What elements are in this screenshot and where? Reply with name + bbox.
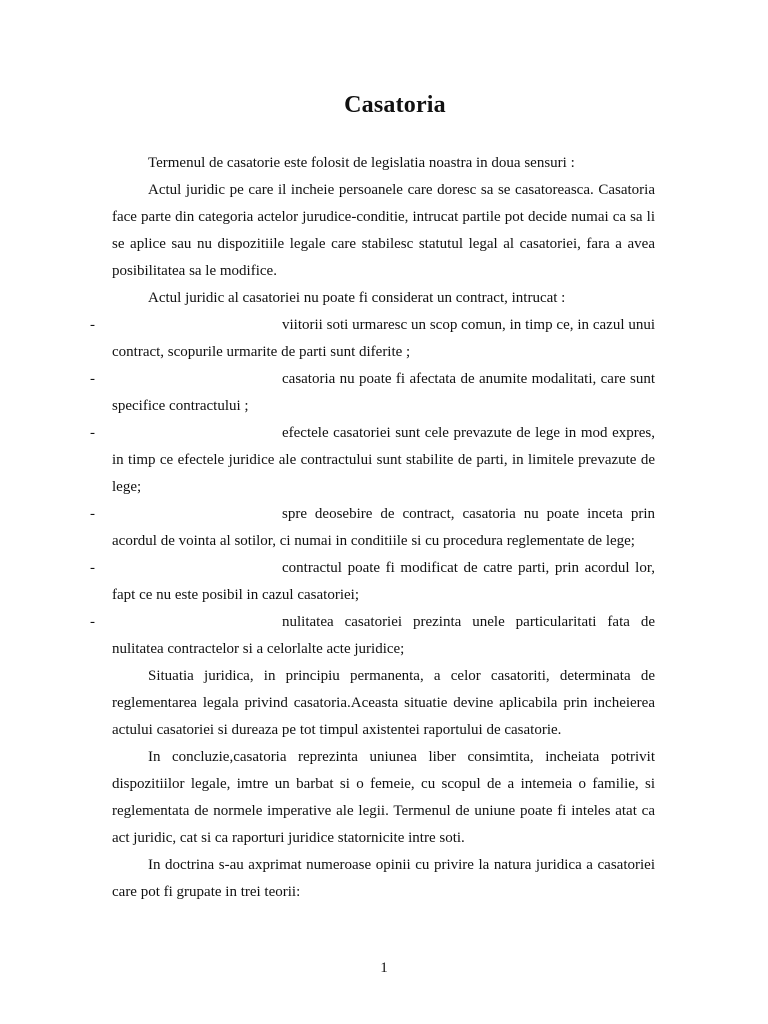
bullet-dash: - bbox=[90, 614, 95, 630]
paragraph: Situatia juridica, in principiu permanenta, a celor casatoriti, determinata de reglementarea legala privind casatoria.Aceasta situatie devine aplicabila prin incheierea actului casatoriei si dureaza pe tot timpul axistentei raportului de casatorie. bbox=[112, 668, 655, 738]
list-item-text: efectele casatoriei sunt cele prevazute de lege in mod expres, in timp ce efectele juridice ale contractului sunt stabilite de parti, in limitele prevazute de lege; bbox=[112, 425, 655, 495]
paragraph: Termenul de casatorie este folosit de legislatia noastra in doua sensuri : bbox=[148, 155, 575, 171]
list-item bbox=[90, 555, 655, 609]
list-item bbox=[90, 312, 655, 366]
document-body bbox=[90, 150, 655, 906]
list-item-text: viitorii soti urmaresc un scop comun, in timp ce, in cazul unui contract, scopurile urmarite de parti sunt diferite ; bbox=[112, 317, 655, 360]
paragraph: In doctrina s-au axprimat numeroase opinii cu privire la natura juridica a casatoriei care pot fi grupate in trei teorii: bbox=[112, 857, 655, 900]
page-number: 1 bbox=[380, 960, 388, 976]
bullet-dash: - bbox=[90, 506, 95, 522]
bullet-dash: - bbox=[90, 371, 95, 387]
list-item-text: nulitatea casatoriei prezinta unele particularitati fata de nulitatea contractelor si a celorlalte acte juridice; bbox=[112, 614, 655, 657]
list-item bbox=[90, 501, 655, 555]
list-item-text: contractul poate fi modificat de catre parti, prin acordul lor, fapt ce nu este posibil in cazul casatoriei; bbox=[112, 560, 655, 603]
document-title: Casatoria bbox=[344, 92, 446, 118]
paragraph: In concluzie,casatoria reprezinta uniunea liber consimtita, incheiata potrivit dispozitiilor legale, imtre un barbat si o femeie, cu scopul de a intemeia o familie, si reglementata de normele imperative ale legii. Termenul de uniune poate fi inteles atat ca act juridic, cat si ca raporturi juridice statornicite intre soti. bbox=[112, 749, 655, 846]
paragraph: Actul juridic pe care il incheie persoanele care doresc sa se casatoreasca. Casatoria face parte din categoria actelor jurudice-conditie, intrucat partile pot decide numai ca sa li se aplice sau nu dispozitiile legale care stabilesc statutul legal al casatoriei, fara a avea posibilitatea sa le modifice. bbox=[112, 182, 655, 279]
list-item bbox=[90, 366, 655, 420]
bullet-dash: - bbox=[90, 317, 95, 333]
paragraph: Actul juridic al casatoriei nu poate fi considerat un contract, intrucat : bbox=[148, 290, 566, 306]
list-item-text: casatoria nu poate fi afectata de anumite modalitati, care sunt specifice contractului ; bbox=[112, 371, 655, 414]
list-item bbox=[90, 420, 655, 501]
bullet-dash: - bbox=[90, 560, 95, 576]
bullet-dash: - bbox=[90, 425, 95, 441]
list-item-text: spre deosebire de contract, casatoria nu poate inceta prin acordul de vointa al sotilor, ci numai in conditiile si cu procedura reglementate de lege; bbox=[112, 506, 655, 549]
list-item bbox=[90, 609, 655, 663]
